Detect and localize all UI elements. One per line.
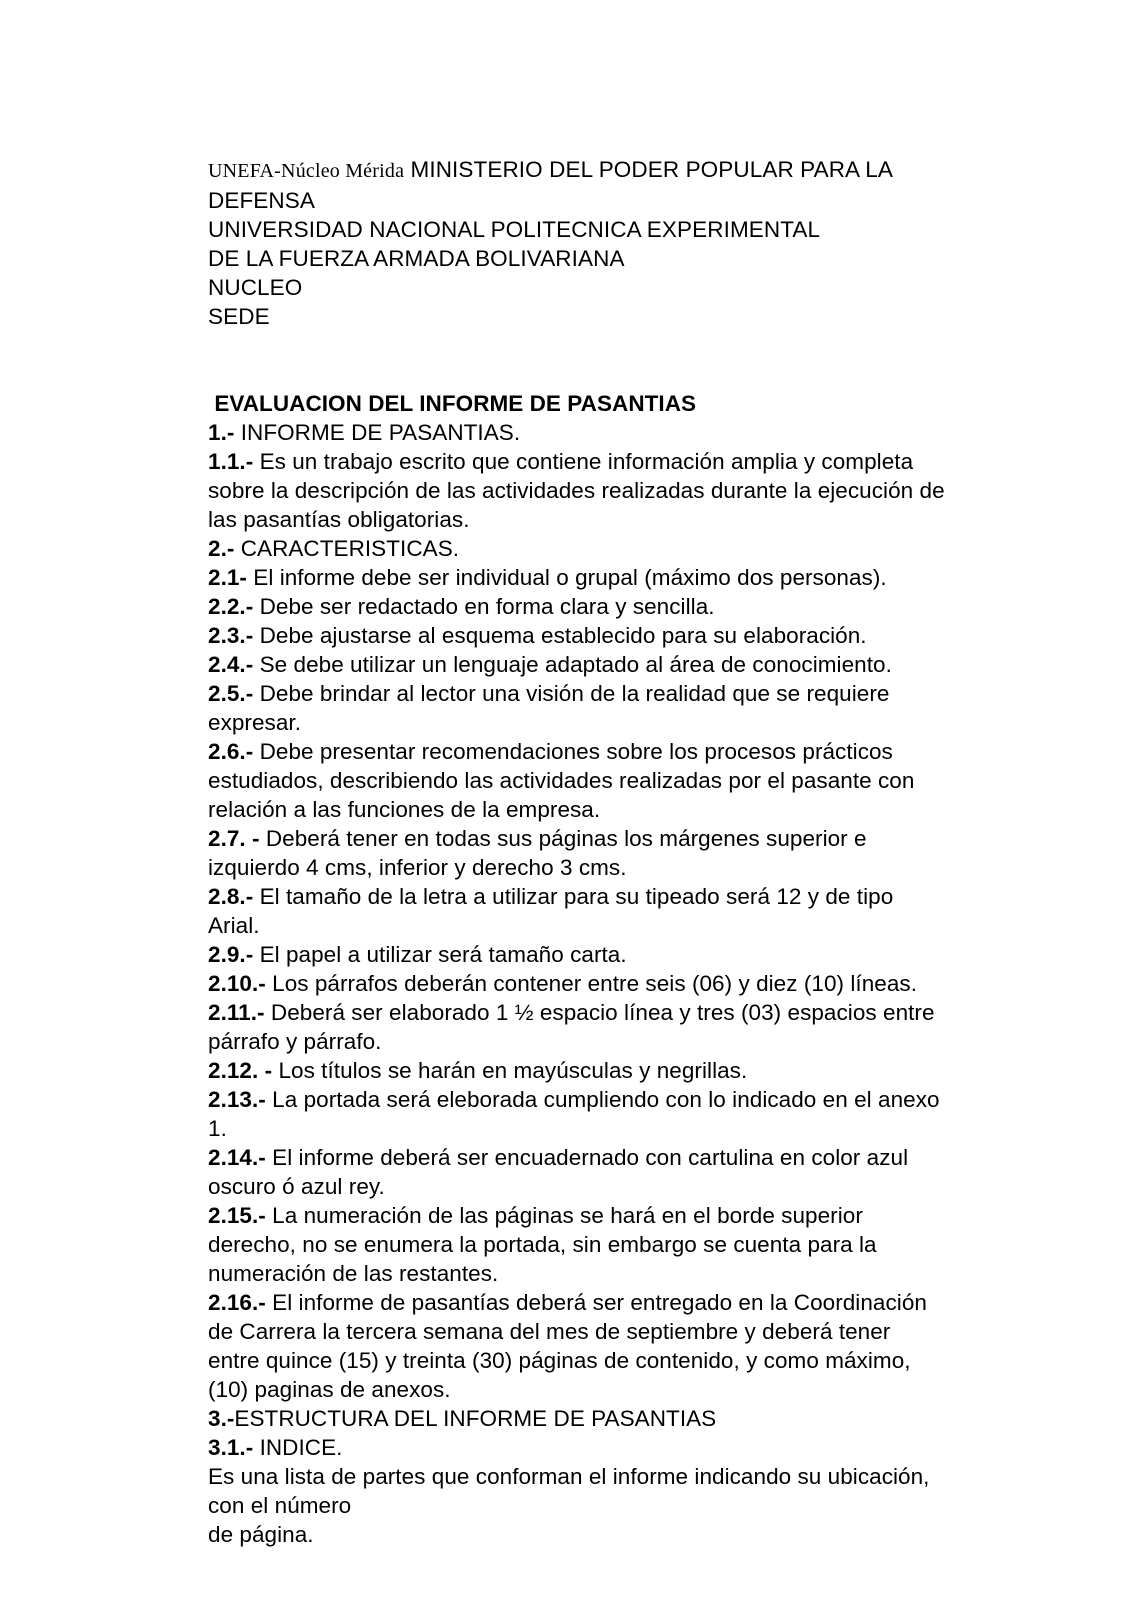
letterhead xyxy=(208,155,968,331)
item-2-12-number: 2.12. - xyxy=(208,1058,273,1083)
document-body xyxy=(208,389,951,1549)
section-3-heading-number: 3.- xyxy=(208,1406,235,1431)
item-2-10-text: Los párrafos deberán contener entre seis (06) y diez (10) líneas. xyxy=(265,971,917,996)
item-2-4-text: Se debe utilizar un lenguaje adaptado al área de conocimiento. xyxy=(253,652,892,677)
section-2-heading-text: CARACTERISTICAS. xyxy=(234,536,460,561)
item-2-2-number: 2.2.- xyxy=(208,594,254,619)
item-2-1-number: 2.1- xyxy=(208,565,247,590)
section-1-heading-text: INFORME DE PASANTIAS. xyxy=(234,420,521,445)
item-2-6-text: Debe presentar recomendaciones sobre los procesos prácticos estudiados, describiendo las actividades realizadas por el pasante con relación a las funciones de la empresa. xyxy=(208,739,921,822)
item-2-2-text: Debe ser redactado en forma clara y sencilla. xyxy=(253,594,715,619)
item-2-7-number: 2.7. - xyxy=(208,826,260,851)
section-2-heading-number: 2.- xyxy=(208,536,235,561)
item-2-10-number: 2.10.- xyxy=(208,971,266,996)
item-2-5 xyxy=(208,679,948,737)
section-1-heading-number: 1.- xyxy=(208,420,235,445)
item-2-5-number: 2.5.- xyxy=(208,681,254,706)
item-2-10 xyxy=(208,969,948,998)
item-2-16-text: El informe de pasantías deberá ser entregado en la Coordinación de Carrera la tercera semana del mes de septiembre y deberá tener entre quince (15) y treinta (30) páginas de contenido, y como máximo, (10) paginas de anexos. xyxy=(208,1290,934,1402)
item-2-8 xyxy=(208,882,948,940)
section-3-1-heading xyxy=(208,1433,948,1462)
item-2-7-text: Deberá tener en todas sus páginas los márgenes superior e izquierdo 4 cms, inferior y derecho 3 cms. xyxy=(208,826,873,880)
item-2-9 xyxy=(208,940,948,969)
section-1-heading xyxy=(208,418,948,447)
item-2-15-text: La numeración de las páginas se hará en el borde superior derecho, no se enumera la portada, sin embargo se cuenta para la numeración de las restantes. xyxy=(208,1203,883,1286)
item-2-3 xyxy=(208,621,948,650)
item-1-1-number: 1.1.- xyxy=(208,449,254,474)
item-2-5-text: Debe brindar al lector una visión de la realidad que se requiere expresar. xyxy=(208,681,896,735)
closing-paragraph-line-2: de página. xyxy=(208,1522,314,1547)
item-2-11 xyxy=(208,998,948,1056)
letterhead-line-defensa: DEFENSA xyxy=(208,188,315,213)
section-3-heading xyxy=(208,1404,948,1433)
item-2-14-number: 2.14.- xyxy=(208,1145,266,1170)
item-2-14-text: El informe deberá ser encuadernado con cartulina en color azul oscuro ó azul rey. xyxy=(208,1145,915,1199)
letterhead-line-nucleo: NUCLEO xyxy=(208,275,303,300)
ministry-line: MINISTERIO DEL PODER POPULAR PARA LA xyxy=(404,157,893,182)
item-2-3-text: Debe ajustarse al esquema establecido para su elaboración. xyxy=(253,623,867,648)
letterhead-line-universidad: UNIVERSIDAD NACIONAL POLITECNICA EXPERIMENTAL xyxy=(208,217,821,242)
item-2-9-text: El papel a utilizar será tamaño carta. xyxy=(253,942,627,967)
document-title: EVALUACION DEL INFORME DE PASANTIAS xyxy=(208,391,697,416)
item-2-8-number: 2.8.- xyxy=(208,884,254,909)
letterhead-line-fuerza-armada: DE LA FUERZA ARMADA BOLIVARIANA xyxy=(208,246,625,271)
letterhead-line-sede: SEDE xyxy=(208,304,270,329)
item-2-12 xyxy=(208,1056,948,1085)
item-2-11-text: Deberá ser elaborado 1 ½ espacio línea y tres (03) espacios entre párrafo y párrafo. xyxy=(208,1000,941,1054)
item-1-1-text: Es un trabajo escrito que contiene información amplia y completa sobre la descripción de las actividades realizadas durante la ejecución de las pasantías obligatorias. xyxy=(208,449,951,532)
item-2-13 xyxy=(208,1085,948,1143)
item-1-1 xyxy=(208,447,951,534)
item-2-13-number: 2.13.- xyxy=(208,1087,266,1112)
item-2-3-number: 2.3.- xyxy=(208,623,254,648)
section-3-heading-text: ESTRUCTURA DEL INFORME DE PASANTIAS xyxy=(234,1406,717,1431)
sections-list xyxy=(208,418,951,1462)
item-2-16 xyxy=(208,1288,948,1404)
item-2-6 xyxy=(208,737,948,824)
closing-paragraph-line-1: Es una lista de partes que conforman el informe indicando su ubicación, con el número xyxy=(208,1464,936,1518)
item-2-15 xyxy=(208,1201,948,1288)
item-2-4-number: 2.4.- xyxy=(208,652,254,677)
item-2-12-text: Los títulos se harán en mayúsculas y negrillas. xyxy=(272,1058,748,1083)
item-2-15-number: 2.15.- xyxy=(208,1203,266,1228)
item-2-9-number: 2.9.- xyxy=(208,942,254,967)
section-3-1-heading-text: INDICE. xyxy=(253,1435,343,1460)
item-2-16-number: 2.16.- xyxy=(208,1290,266,1315)
item-2-6-number: 2.6.- xyxy=(208,739,254,764)
item-2-4 xyxy=(208,650,948,679)
item-2-11-number: 2.11.- xyxy=(208,1000,265,1025)
item-2-14 xyxy=(208,1143,948,1201)
section-2-heading xyxy=(208,534,948,563)
section-3-1-heading-number: 3.1.- xyxy=(208,1435,254,1460)
item-2-7 xyxy=(208,824,948,882)
letterhead-line-ministry xyxy=(208,155,968,186)
item-2-2 xyxy=(208,592,948,621)
item-2-13-text: La portada será eleborada cumpliendo con lo indicado en el anexo 1. xyxy=(208,1087,946,1141)
item-2-1-text: El informe debe ser individual o grupal (máximo dos personas). xyxy=(246,565,887,590)
item-2-1 xyxy=(208,563,948,592)
item-2-8-text: El tamaño de la letra a utilizar para su tipeado será 12 y de tipo Arial. xyxy=(208,884,899,938)
institution-name: UNEFA-Núcleo Mérida xyxy=(208,160,405,182)
